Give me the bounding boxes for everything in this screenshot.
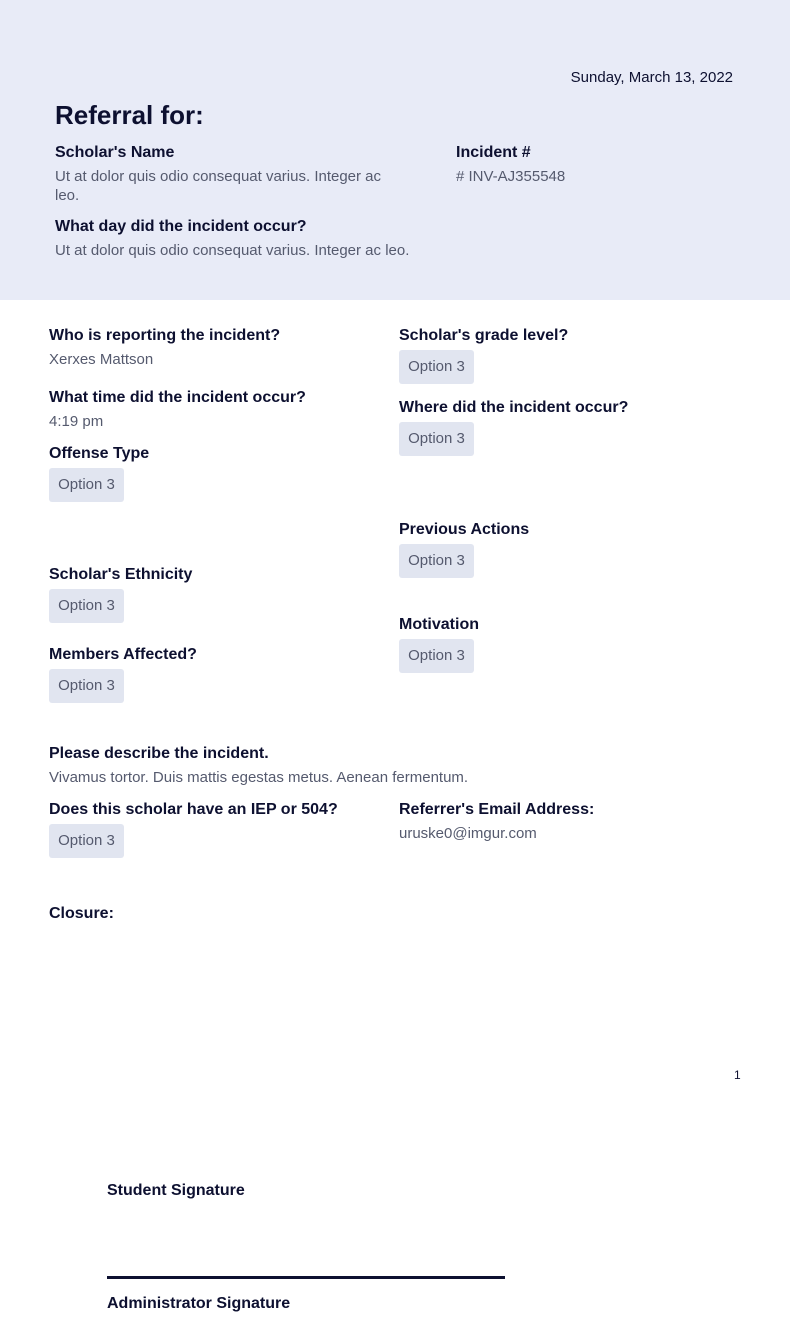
previous-actions-label: Previous Actions <box>399 521 530 538</box>
motivation-label: Motivation <box>399 616 479 633</box>
grade-level-label: Scholar's grade level? <box>399 327 569 344</box>
referrer-email-value: uruske0@imgur.com <box>399 825 537 842</box>
closure-label: Closure: <box>49 905 114 922</box>
document-title: Referral for: <box>55 100 204 130</box>
ethnicity-chip: Option 3 <box>49 589 124 623</box>
signature-line <box>107 1276 505 1279</box>
previous-actions-chip: Option 3 <box>399 544 474 578</box>
incident-description-label: Please describe the incident. <box>49 745 269 762</box>
student-signature-label: Student Signature <box>107 1182 245 1199</box>
incident-time-label: What time did the incident occur? <box>49 389 306 406</box>
ethnicity-label: Scholar's Ethnicity <box>49 566 193 583</box>
document-date: Sunday, March 13, 2022 <box>570 69 733 86</box>
incident-description-value: Vivamus tortor. Duis mattis egestas metus. Aenean fermentum. <box>49 769 469 786</box>
referrer-email-label: Referrer's Email Address: <box>399 801 595 818</box>
members-affected-chip: Option 3 <box>49 669 124 703</box>
reporter-value: Xerxes Mattson <box>49 351 154 368</box>
reporter-label: Who is reporting the incident? <box>49 327 281 344</box>
scholar-name-label: Scholar's Name <box>55 144 175 161</box>
offense-type-chip: Option 3 <box>49 468 124 502</box>
motivation-chip: Option 3 <box>399 639 474 673</box>
incident-time-value: 4:19 pm <box>49 413 104 430</box>
members-affected-label: Members Affected? <box>49 646 197 663</box>
incident-day-label: What day did the incident occur? <box>55 218 307 235</box>
header-panel <box>0 0 790 300</box>
page-number: 1 <box>734 1068 741 1082</box>
incident-number-value: # INV-AJ355548 <box>456 168 566 185</box>
incident-number-label: Incident # <box>456 144 531 161</box>
iep-label: Does this scholar have an IEP or 504? <box>49 801 338 818</box>
grade-level-chip: Option 3 <box>399 350 474 384</box>
administrator-signature-label: Administrator Signature <box>107 1295 291 1312</box>
incident-location-label: Where did the incident occur? <box>399 399 629 416</box>
offense-type-label: Offense Type <box>49 445 150 462</box>
incident-location-chip: Option 3 <box>399 422 474 456</box>
incident-day-value: Ut at dolor quis odio consequat varius. Integer ac leo. <box>55 242 410 259</box>
scholar-name-value: Ut at dolor quis odio consequat varius. Integer ac leo. <box>55 168 382 204</box>
iep-chip: Option 3 <box>49 824 124 858</box>
